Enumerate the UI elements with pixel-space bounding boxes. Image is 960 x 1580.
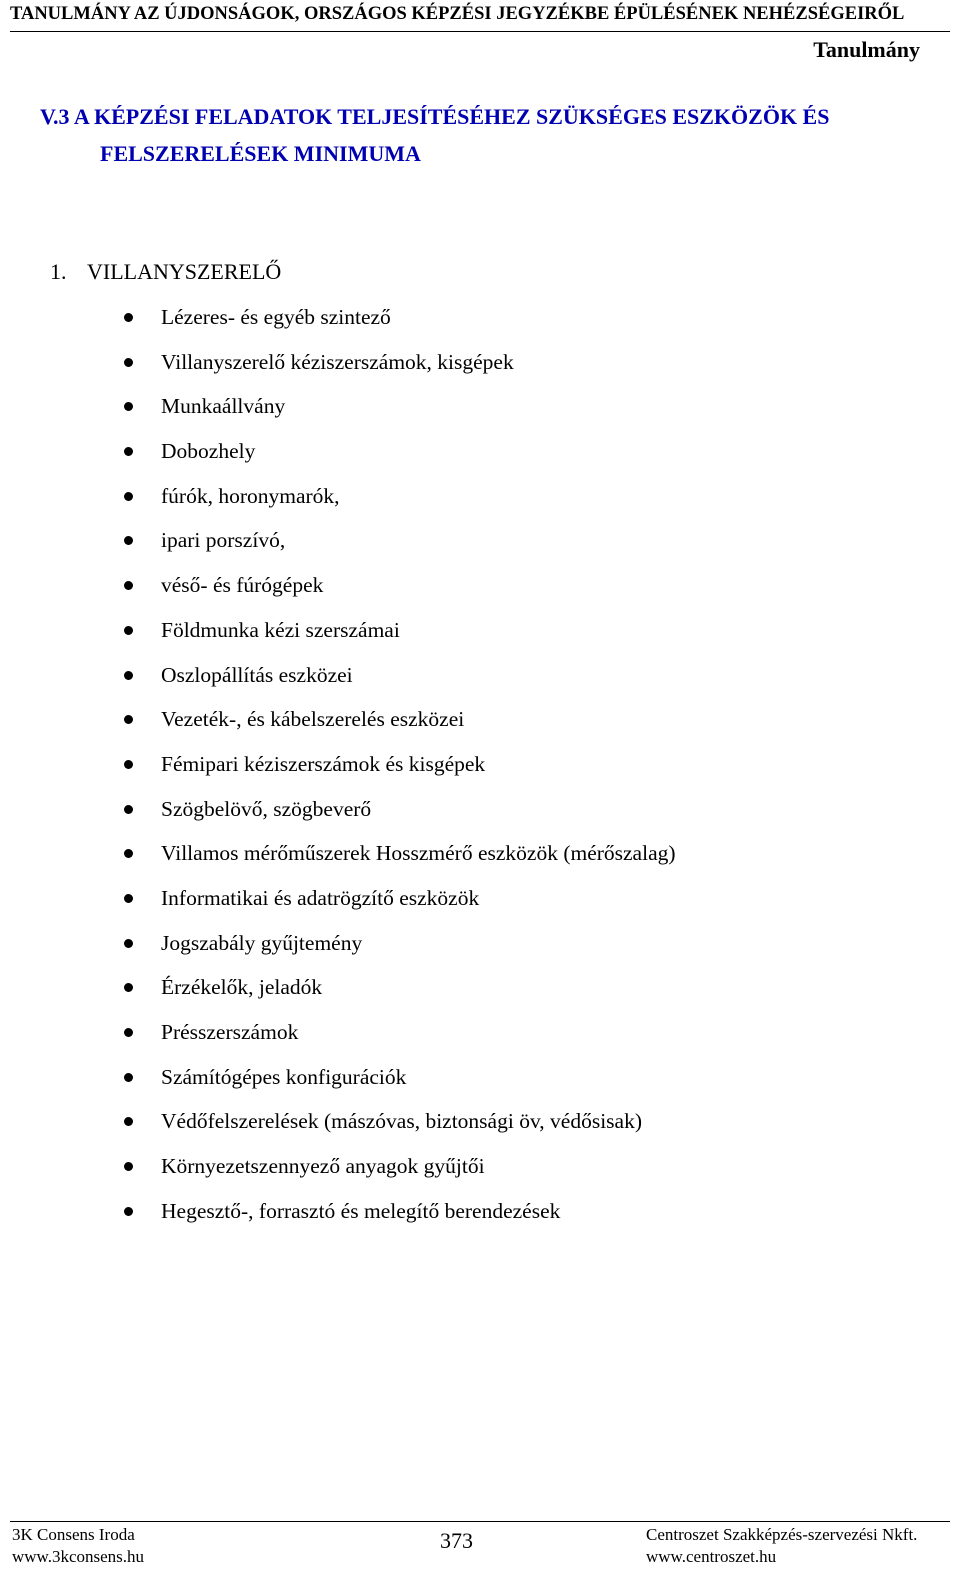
- footer-partner-organization: Centroszet Szakképzés-szervezési Nkft.: [646, 1525, 918, 1544]
- document-type-label: Tanulmány: [813, 37, 920, 62]
- list-item: [0, 481, 960, 526]
- list-item-text: Szögbelövő, szögbeverő: [161, 796, 372, 821]
- list-item-text: Érzékelők, jeladók: [161, 975, 323, 1000]
- bullet-icon: [124, 983, 133, 992]
- list-item-text: ipari porszívó,: [161, 528, 286, 553]
- list-item: [0, 525, 960, 570]
- list-item-text: Védőfelszerelések (mászóvas, biztonsági öv, védősisak): [161, 1109, 642, 1134]
- footer-website-link: www.3kconsens.hu: [12, 1547, 145, 1566]
- bullet-icon: [124, 1028, 133, 1037]
- subsection-title: VILLANYSZERELŐ: [87, 259, 282, 284]
- page-number: 373: [440, 1528, 473, 1553]
- list-item: [0, 1062, 960, 1107]
- bullet-icon: [124, 849, 133, 858]
- list-item-text: Vezeték-, és kábelszerelés eszközei: [161, 707, 465, 732]
- list-item: [0, 391, 960, 436]
- list-item-text: Környezetszennyező anyagok gyűjtői: [161, 1154, 485, 1179]
- list-item: [0, 436, 960, 481]
- list-item-text: véső- és fúrógépek: [161, 573, 324, 598]
- bullet-icon: [124, 1207, 133, 1216]
- bullet-icon: [124, 313, 133, 322]
- footer-left-block: [12, 1524, 144, 1568]
- bullet-icon: [124, 447, 133, 456]
- bullet-icon: [124, 894, 133, 903]
- list-item-text: Számítógépes konfigurációk: [161, 1064, 407, 1089]
- footer-organization: 3K Consens Iroda: [12, 1525, 135, 1544]
- list-item: [0, 302, 960, 347]
- header-divider: [10, 31, 950, 32]
- list-item: [0, 660, 960, 705]
- bullet-icon: [124, 1117, 133, 1126]
- list-item: [0, 704, 960, 749]
- list-item: [0, 347, 960, 392]
- running-header-title: TANULMÁNY AZ ÚJDONSÁGOK, ORSZÁGOS KÉPZÉSI JEGYZÉKBE ÉPÜLÉSÉNEK NEHÉZSÉGEIRŐL: [10, 4, 905, 24]
- subsection-heading: [50, 257, 281, 287]
- list-item: [0, 1196, 960, 1241]
- list-item: [0, 1151, 960, 1196]
- footer-partner-website-link: www.centroszet.hu: [646, 1547, 777, 1566]
- bullet-icon: [124, 626, 133, 635]
- list-item-text: Dobozhely: [161, 439, 256, 464]
- list-item-text: fúrók, horonymarók,: [161, 483, 340, 508]
- list-item-text: Présszerszámok: [161, 1020, 299, 1044]
- list-item-text: Hegesztő-, forrasztó és melegítő berendezések: [161, 1198, 561, 1223]
- list-item: [0, 1017, 960, 1062]
- list-item: [0, 928, 960, 973]
- subsection-number: 1.: [50, 259, 67, 284]
- bullet-icon: [124, 805, 133, 814]
- bullet-icon: [124, 1162, 133, 1171]
- bullet-icon: [124, 715, 133, 724]
- list-item-text: Oszlopállítás eszközei: [161, 662, 353, 687]
- bullet-icon: [124, 760, 133, 769]
- list-item: [0, 570, 960, 615]
- bullet-icon: [124, 939, 133, 948]
- bullet-icon: [124, 358, 133, 367]
- bullet-icon: [124, 671, 133, 680]
- section-heading-line-2: FELSZERELÉSEK MINIMUMA: [100, 141, 421, 166]
- bullet-icon: [124, 402, 133, 411]
- bullet-icon: [124, 581, 133, 590]
- list-item-text: Földmunka kézi szerszámai: [161, 617, 400, 642]
- list-item-text: Munkaállvány: [161, 394, 286, 419]
- list-item-text: Jogszabály gyűjtemény: [161, 930, 363, 955]
- list-item: [0, 749, 960, 794]
- list-item-text: Lézeres- és egyéb szintező: [161, 305, 391, 329]
- section-heading-line-1: V.3 A KÉPZÉSI FELADATOK TELJESÍTÉSÉHEZ SZÜKSÉGES ESZKÖZÖK ÉS: [40, 104, 830, 129]
- footer-divider: [10, 1521, 950, 1522]
- list-item-text: Informatikai és adatrögzítő eszközök: [161, 885, 480, 910]
- list-item-text: Villamos mérőműszerek Hosszmérő eszközök (mérőszalag): [161, 841, 676, 866]
- section-heading: [40, 98, 955, 172]
- footer-right-block: [646, 1524, 917, 1568]
- list-item: [0, 615, 960, 660]
- list-item-text: Fémipari kéziszerszámok és kisgépek: [161, 751, 486, 776]
- list-item: [0, 794, 960, 839]
- equipment-list: [0, 302, 960, 1240]
- bullet-icon: [124, 536, 133, 545]
- list-item: [0, 1106, 960, 1151]
- list-item: [0, 883, 960, 928]
- bullet-icon: [124, 492, 133, 501]
- list-item: [0, 838, 960, 883]
- bullet-icon: [124, 1073, 133, 1082]
- list-item-text: Villanyszerelő kéziszerszámok, kisgépek: [161, 349, 514, 374]
- list-item: [0, 972, 960, 1017]
